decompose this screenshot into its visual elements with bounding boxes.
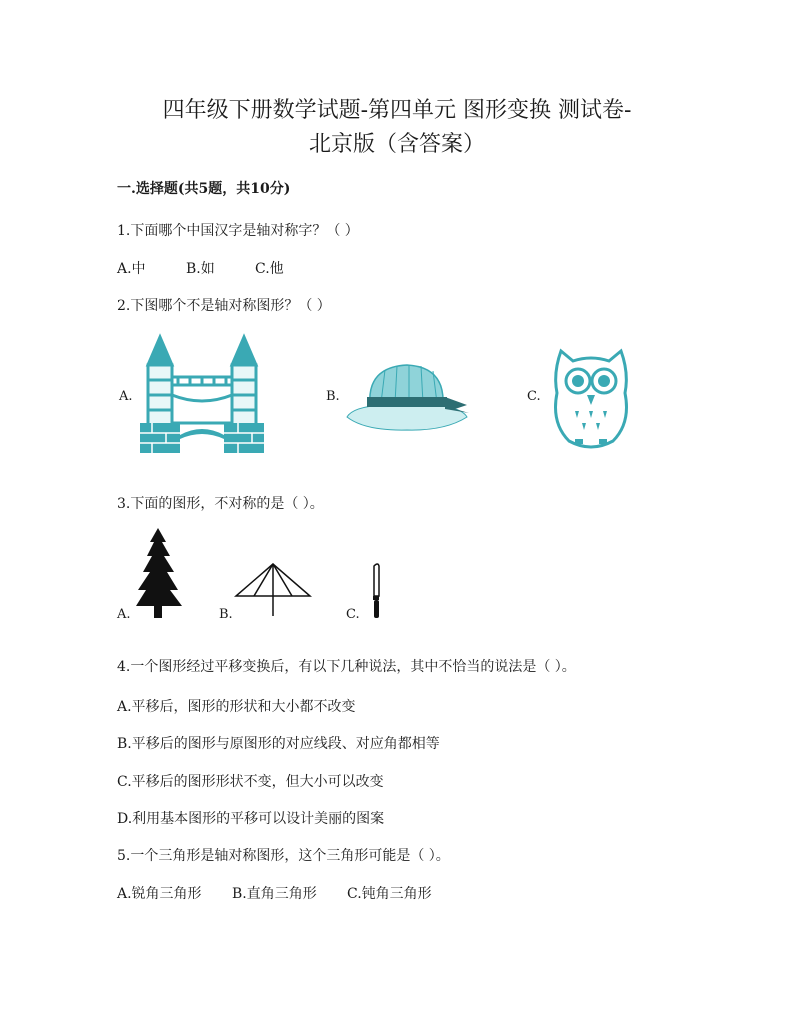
question-2-stem: 2.下图哪个不是轴对称图形？（ ） (117, 298, 331, 314)
question-5-option-b: B.直角三角形 (232, 886, 317, 902)
question-3-label-b: B. (219, 607, 233, 622)
question-5-stem: 5.一个三角形是轴对称图形，这个三角形可能是（ ）。 (117, 848, 450, 864)
question-4-stem: 4.一个图形经过平移变换后，有以下几种说法，其中不恰当的说法是（ ）。 (117, 659, 576, 675)
doc-title-line2: 北京版（含答案） (308, 132, 485, 157)
question-4-option-d: D.利用基本图形的平移可以设计美丽的图案 (117, 811, 385, 827)
question-2-label-b: B. (326, 389, 340, 404)
question-4-option-b: B.平移后的图形与原图形的对应线段、对应角都相等 (117, 736, 440, 752)
question-3-label-c: C. (346, 607, 360, 622)
question-1-option-a: A.中 (117, 261, 146, 277)
owl-picture (551, 343, 631, 453)
question-4-option-c: C.平移后的图形形状不变，但大小可以改变 (117, 774, 384, 790)
question-1-option-b: B.如 (186, 261, 215, 277)
question-1-option-c: C.他 (255, 261, 284, 277)
hat-picture (345, 355, 470, 435)
pine-tree-picture (134, 528, 184, 618)
doc-title-line1: 四年级下册数学试题-第四单元 图形变换 测试卷- (162, 98, 632, 123)
question-2-label-a: A. (119, 389, 133, 404)
section-heading: 一.选择题(共5题，共10分) (117, 181, 291, 197)
question-5-option-c: C.钝角三角形 (347, 886, 432, 902)
umbrella-picture (234, 560, 312, 618)
tower-bridge-picture (138, 335, 268, 455)
question-5-option-a: A.锐角三角形 (117, 886, 202, 902)
question-3-stem: 3.下面的图形，不对称的是（ ）。 (117, 496, 324, 512)
question-4-option-a: A.平移后，图形的形状和大小都不改变 (117, 699, 356, 715)
question-1-stem: 1.下面哪个中国汉字是轴对称字？（ ） (117, 223, 359, 239)
question-2-label-c: C. (527, 389, 541, 404)
knife-picture (364, 562, 404, 620)
question-3-label-a: A. (117, 607, 131, 622)
